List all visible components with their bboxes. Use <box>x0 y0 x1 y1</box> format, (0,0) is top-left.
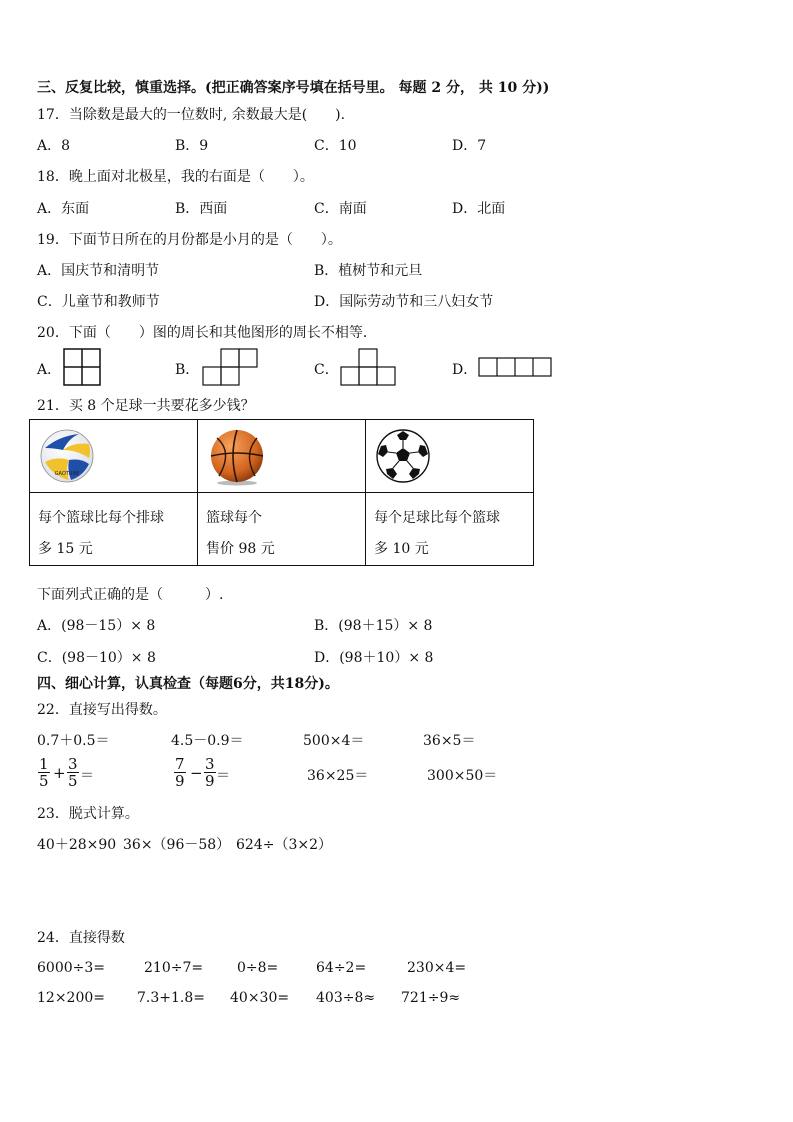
volleyball-cell <box>30 420 198 493</box>
q22-item-3: 500×4＝ <box>303 733 365 749</box>
fraction-denominator: 9 <box>205 772 215 790</box>
basketball-info-line2: 售价 98 元 <box>206 541 275 557</box>
q21-option-d: D．(98＋10）× 8 <box>314 650 434 666</box>
q19-option-a: A．国庆节和清明节 <box>37 263 160 279</box>
q22-fraction-b1 <box>67 756 79 789</box>
basketball-icon <box>207 428 267 486</box>
volleyball-info-line2: 多 15 元 <box>38 541 93 557</box>
q24-row2-item-1: 12×200= <box>37 990 105 1006</box>
soccer-info-line2: 多 10 元 <box>374 541 429 557</box>
question-22-stem: 22．直接写出得数。 <box>37 702 167 718</box>
basketball-info-line1: 篮球每个 <box>206 510 262 526</box>
q23-item-1: 40＋28×90 <box>37 837 117 853</box>
q17-option-d: D．7 <box>452 138 487 154</box>
q24-row2-item-5: 721÷9≈ <box>401 990 461 1006</box>
q24-row1-item-3: 0÷8= <box>237 960 279 976</box>
volleyball-icon <box>39 428 95 484</box>
fraction-denominator: 9 <box>175 772 185 790</box>
fraction-numerator: 1 <box>39 755 49 773</box>
q20-option-a: A． <box>37 362 62 378</box>
q22-item-4: 36×5＝ <box>423 733 476 749</box>
fraction-denominator: 5 <box>39 772 49 790</box>
q20-figure-b-step-shape <box>202 347 260 387</box>
q20-figure-a-square-grid <box>63 348 103 388</box>
question-18-stem: 18．晚上面对北极星，我的右面是（ ）。 <box>37 169 314 185</box>
q24-row2-item-3: 40×30= <box>230 990 290 1006</box>
q21-option-a: A．(98－15）× 8 <box>37 618 156 634</box>
basketball-info-cell <box>198 493 366 566</box>
q20-option-c: C． <box>314 362 339 378</box>
soccer-info-cell <box>366 493 534 566</box>
q20-option-b: B． <box>175 362 200 378</box>
question-21-stem: 21．买 8 个足球一共要花多少钱？ <box>37 398 255 414</box>
soccer-ball-cell <box>366 420 534 493</box>
fraction-numerator: 3 <box>68 755 78 773</box>
q17-option-b: B．9 <box>175 138 209 154</box>
q22-item-2: 4.5－0.9＝ <box>171 733 244 749</box>
soccer-ball-icon <box>375 428 431 484</box>
q22-fraction-a1 <box>38 756 50 789</box>
q20-option-d: D． <box>452 362 478 378</box>
question-21-follow: 下面列式正确的是（ ）. <box>37 587 224 603</box>
q22-item-1: 0.7＋0.5＝ <box>37 733 110 749</box>
soccer-info-line1: 每个足球比每个篮球 <box>374 510 500 526</box>
q23-item-2: 36×（96－58） <box>123 837 231 853</box>
volleyball-info-line1: 每个篮球比每个排球 <box>38 510 164 526</box>
q18-option-a: A．东面 <box>37 201 90 217</box>
question-24-stem: 24．直接得数 <box>37 930 125 946</box>
q18-option-c: C．南面 <box>314 201 367 217</box>
q22-frac1-equals: ＝ <box>80 768 94 784</box>
volleyball-info-cell <box>30 493 198 566</box>
q19-option-c: C．儿童节和教师节 <box>37 294 160 310</box>
q24-row1-item-1: 6000÷3= <box>37 960 105 976</box>
question-17-stem: 17．当除数是最大的一位数时, 余数最大是( ). <box>37 107 346 123</box>
fraction-numerator: 3 <box>205 755 215 773</box>
question-23-stem: 23．脱式计算。 <box>37 806 139 822</box>
q19-option-d: D．国际劳动节和三八妇女节 <box>314 294 494 310</box>
q24-row2-item-2: 7.3+1.8= <box>137 990 205 1006</box>
question-19-stem: 19．下面节日所在的月份都是小月的是（ ）。 <box>37 232 342 248</box>
basketball-cell <box>198 420 366 493</box>
q19-option-b: B．植树节和元旦 <box>314 263 423 279</box>
q17-option-a: A．8 <box>37 138 71 154</box>
q21-option-b: B．(98＋15）× 8 <box>314 618 433 634</box>
q22-item-8: 300×50＝ <box>427 768 498 784</box>
volleyball-brand: GAOTUNE <box>54 471 80 477</box>
q21-option-c: C．(98－10）× 8 <box>37 650 156 666</box>
q22-fraction-b2 <box>204 756 216 789</box>
q24-row2-item-4: 403÷8≈ <box>316 990 376 1006</box>
fraction-denominator: 5 <box>68 772 78 790</box>
q22-item-7: 36×25＝ <box>307 768 369 784</box>
q22-fraction-a2 <box>174 756 186 789</box>
q17-option-c: C．10 <box>314 138 357 154</box>
q24-row1-item-4: 64÷2= <box>316 960 367 976</box>
section-4-title: 四、细心计算，认真检查（每题6分，共18分)。 <box>37 676 339 692</box>
question-20-stem: 20．下面（ ）图的周长和其他图形的周长不相等． <box>37 325 377 341</box>
q20-figure-d-row-shape <box>478 357 554 379</box>
fraction-numerator: 7 <box>175 755 185 773</box>
section-3-title: 三、反复比较，慎重选择。(把正确答案序号填在括号里。 每题 2 分， 共 10 分)) <box>37 80 550 96</box>
q18-option-b: B．西面 <box>175 201 228 217</box>
q22-frac2-equals: ＝ <box>216 768 230 784</box>
q24-row1-item-5: 230×4= <box>407 960 467 976</box>
q18-option-d: D．北面 <box>452 201 506 217</box>
q22-frac1-operator: + <box>53 764 66 782</box>
ball-price-table <box>29 419 534 566</box>
q20-figure-c-t-shape <box>340 347 398 387</box>
q23-item-3: 624÷（3×2） <box>236 837 332 853</box>
q24-row1-item-2: 210÷7= <box>144 960 204 976</box>
q22-frac2-operator: − <box>190 764 203 782</box>
